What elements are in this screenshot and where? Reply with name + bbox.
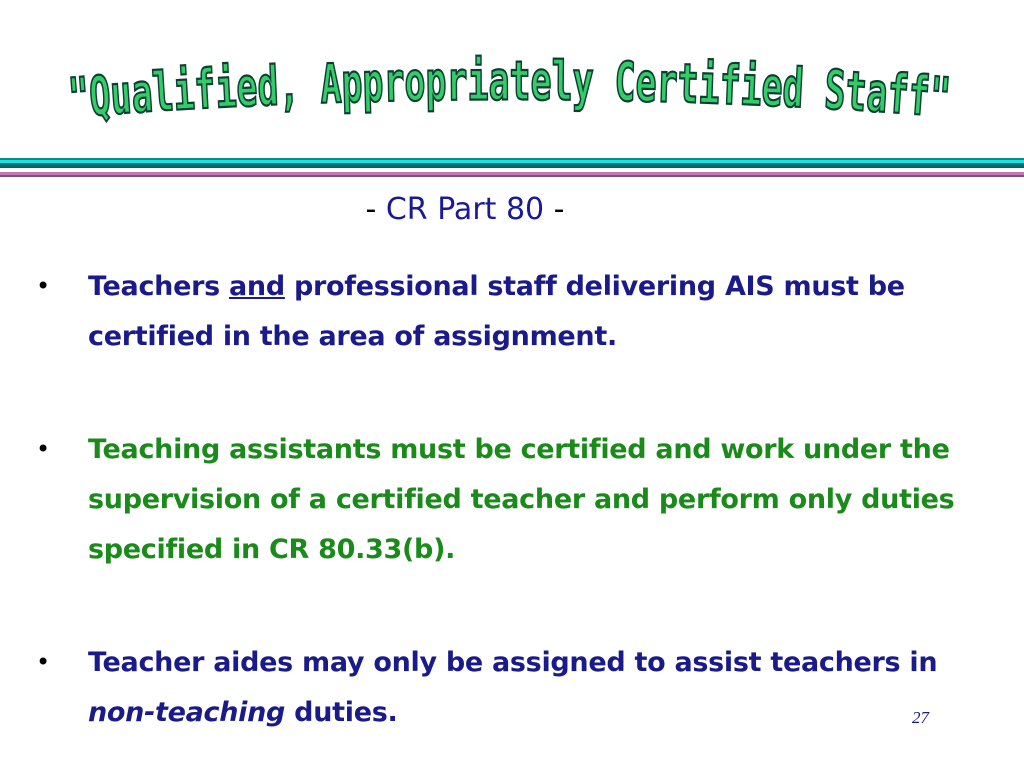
slide-subtitle (0, 192, 930, 227)
bullet-text (88, 262, 993, 362)
slide-title (66, 49, 965, 131)
bullet-text-underlined: and (229, 271, 285, 302)
slide-title-wordart (0, 22, 1024, 142)
bullet-text (88, 425, 993, 575)
bullet-text-italic: non-teaching (88, 697, 286, 728)
bullet-text-part: professional staff delivering AIS must be certified in the area of assignment. (88, 271, 905, 352)
subtitle-dash-left: - (365, 192, 377, 227)
bullet-marker: • (36, 272, 51, 300)
bullet-text-part: Teacher aides may only be assigned to assist teachers in (88, 647, 938, 678)
purple-divider-shadow (0, 175, 1024, 177)
bullet-text-part: duties. (285, 697, 398, 728)
subtitle-text: CR Part 80 (385, 192, 545, 227)
teal-divider-highlight (0, 160, 1024, 163)
page-number: 27 (912, 708, 929, 727)
bullet-text (88, 638, 993, 738)
bullet-text-part: Teachers (88, 271, 229, 302)
bullet-marker: • (36, 435, 51, 463)
bullet-text-part: Teaching assistants must be certified and work under the supervision of a certified teacher and perform only duties specified in CR 80.33(b). (88, 434, 955, 565)
slide-title-text: "Qualified, Appropriately Certified Staff" (66, 49, 965, 131)
subtitle-dash-right: - (553, 192, 565, 227)
bullet-marker: • (36, 648, 51, 676)
